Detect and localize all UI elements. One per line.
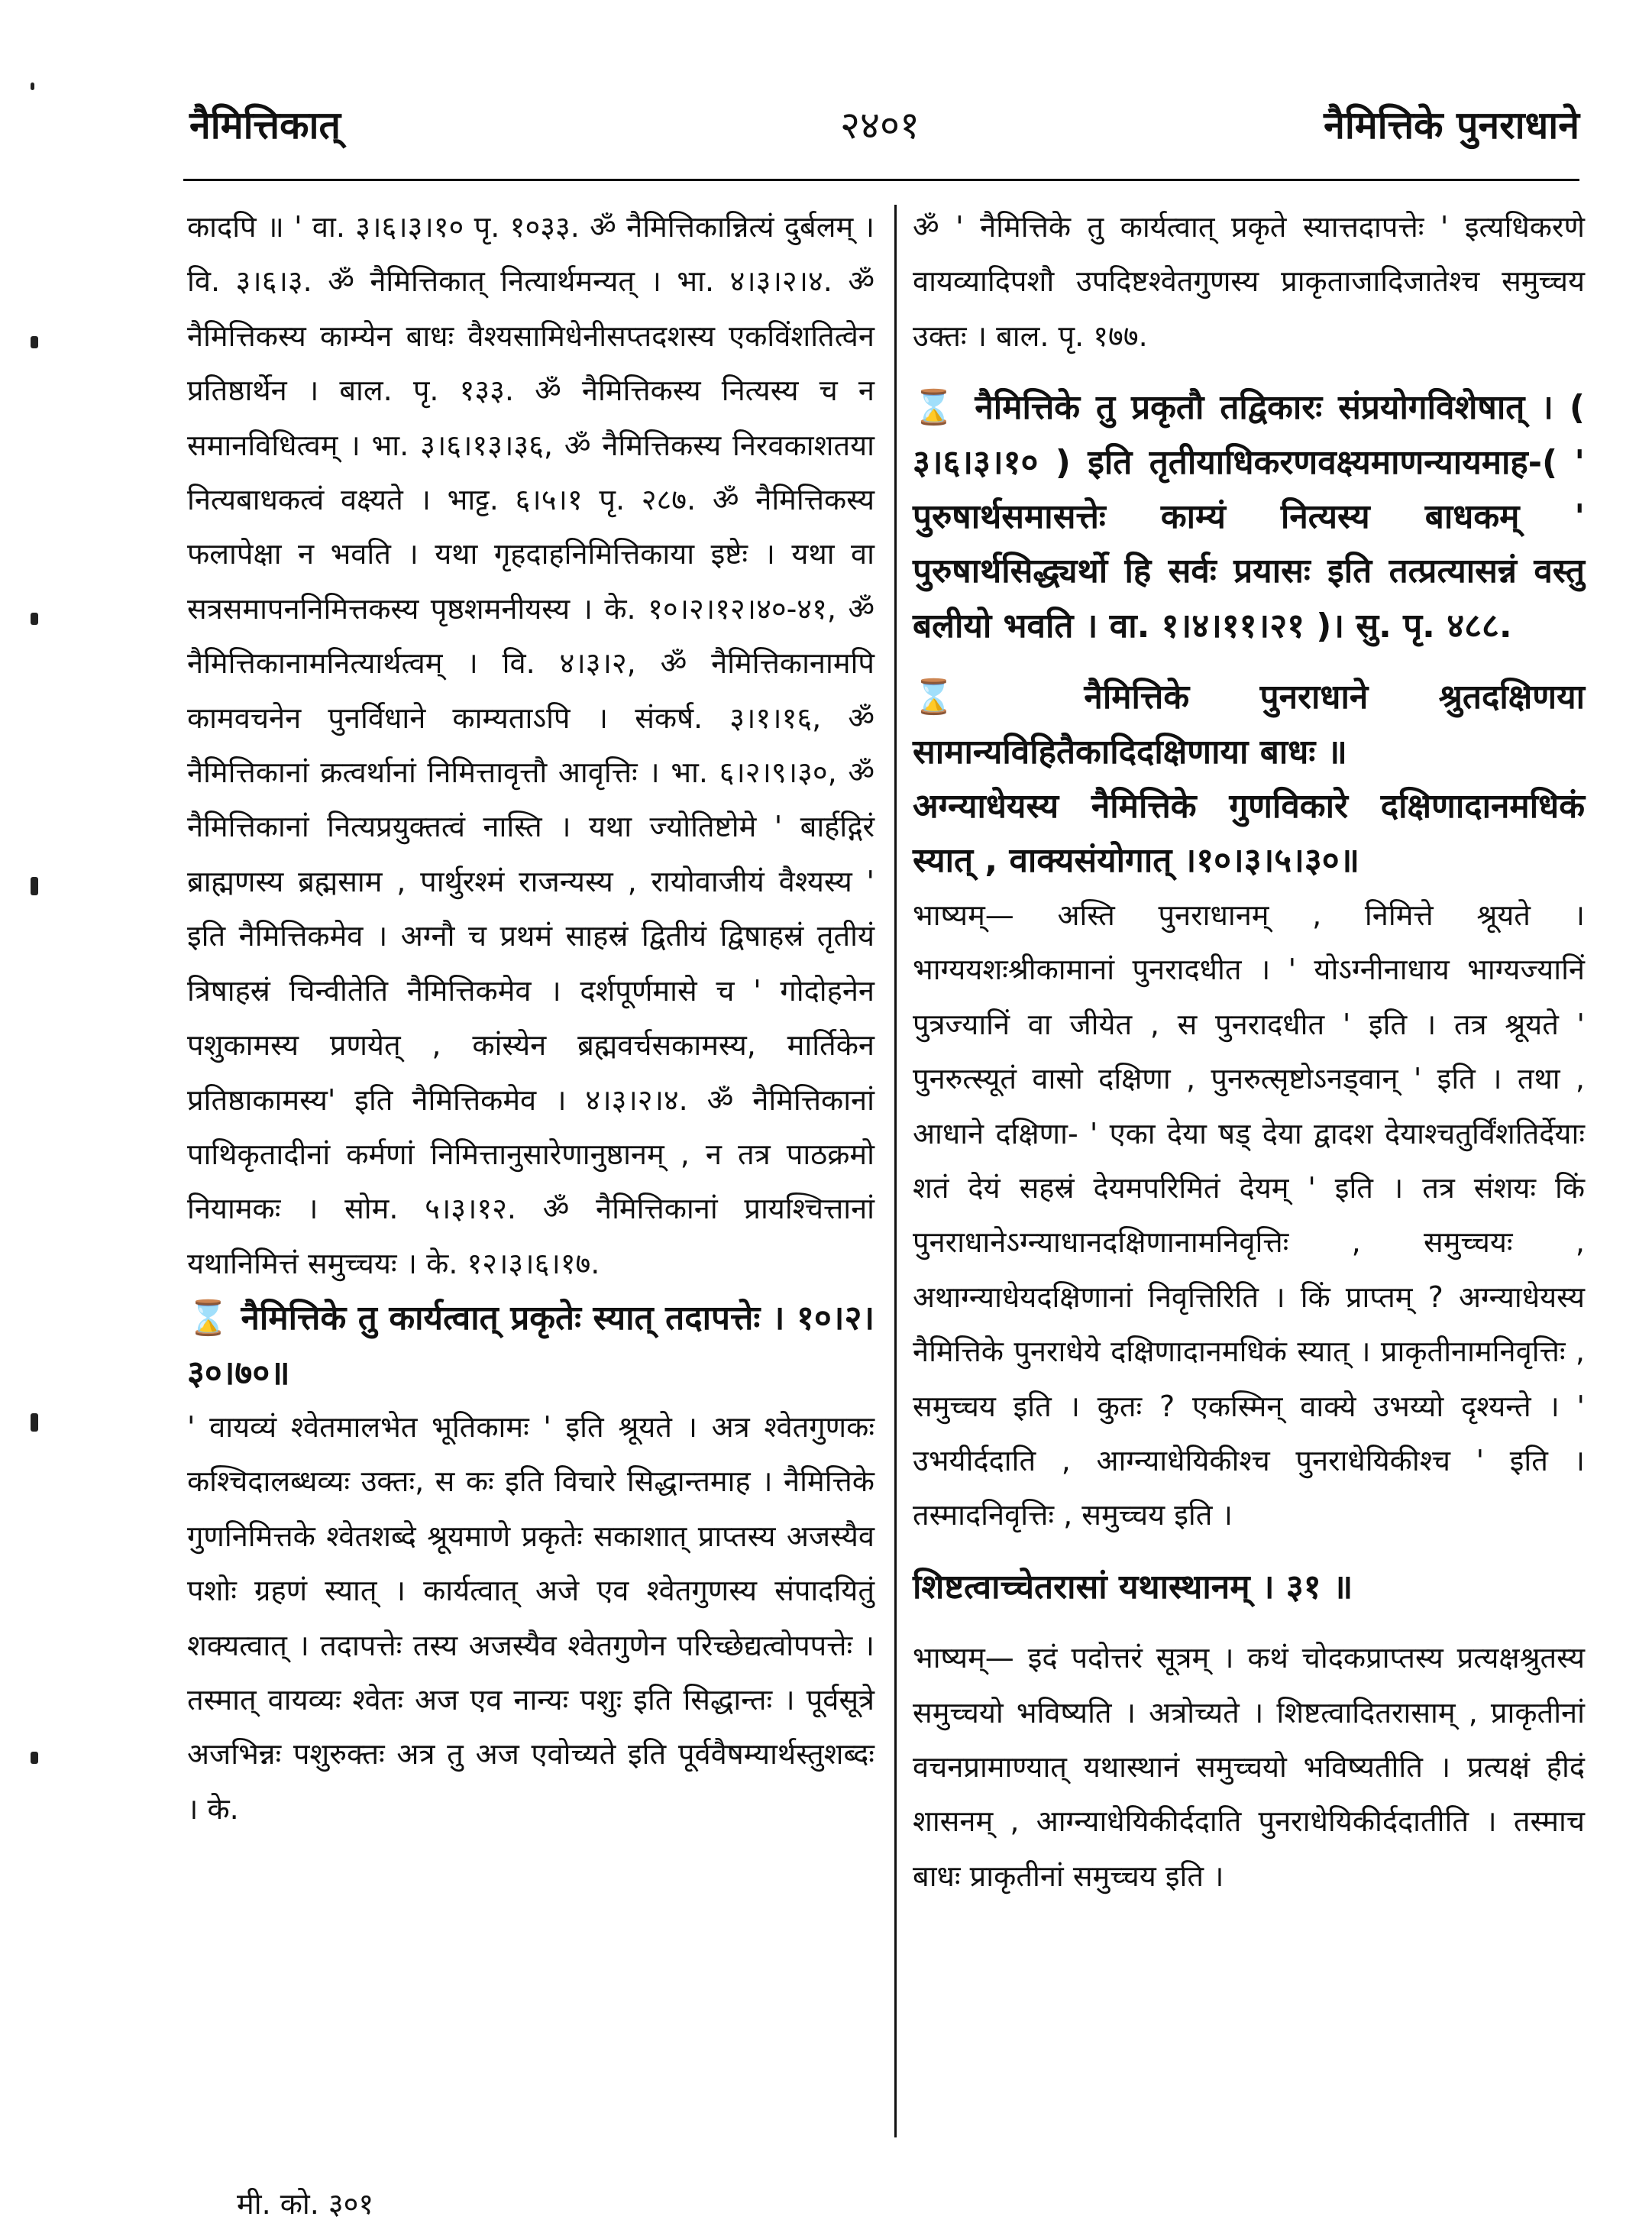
right-bhashya-2: भाष्यम्— इदं पदोत्तरं सूत्रम् । कथं चोदकप्राप्तस्य प्रत्यक्षश्रुतस्य समुच्चयो भविष्यति । अत्रोच्यते । शिष्टत्वादितरासाम् , प्राकृतीनां वचनप्रामाण्यात् यथास्थानं समुच्चयो भविष्यतीति । प्रत्यक्षं हीदं शासनम् , आग्न्याधेयिकीर्ददाति पुनराधेयिकीर्ददातीति । तस्माच बाधः प्राकृतीनां समुच्चय इति । — [913, 1641, 1585, 1893]
right-column — [913, 200, 1585, 1904]
margin-dot — [31, 83, 34, 90]
running-head-right: नैमित्तिके पुनराधाने — [1324, 103, 1579, 147]
margin-dot — [31, 877, 38, 895]
left-paragraph-references: कादपि ॥ ' वा. ३।६।३।१० पृ. १०३३. ॐ नैमित्तिकान्नित्यं दुर्बलम् । वि. ३।६।३. ॐ नैमित्तिकात् नित्यार्थमन्यत् । भा. ४।३।२।४. ॐ नैमित्तिकस्य काम्येन बाधः वैश्यसामिधेनीसप्तदशस्य एकविंशतित्वेन प्रतिष्ठार्थेन । बाल. पृ. १३३. ॐ नैमित्तिकस्य नित्यस्य च न समानविधित्वम् । भा. ३।६।१३।३६, ॐ नैमित्तिकस्य निरवकाशतया नित्यबाधकत्वं वक्ष्यते । भाट्ट. ६।५।१ पृ. २८७. ॐ नैमित्तिकस्य फलापेक्षा न भवति । यथा गृहदाहनिमित्तिकाया इष्टेः । यथा वा सत्रसमापननिमित्तकस्य पृष्ठशमनीयस्य । के. १०।२।१२।४०-४१, ॐ नैमित्तिकानामनित्यार्थत्वम् । वि. ४।३।२, ॐ नैमित्तिकानामपि कामवचनेन पुनर्विधाने काम्यताऽपि । संकर्ष. ३।१।१६, ॐ नैमित्तिकानां क्रत्वर्थानां निमित्तावृत्तौ आवृत्तिः । भा. ६।२।९।३०, ॐ नैमित्तिकानां नित्यप्रयुक्तत्वं नास्ति । यथा ज्योतिष्टोमे ' बार्हद्गिरं ब्राह्मणस्य ब्रह्मसाम , पार्थुरश्मं राजन्यस्य , रायोवाजीयं वैश्यस्य ' इति नैमित्तिकमेव । अग्नौ च प्रथमं साहस्रं द्वितीयं द्विषाहस्रं तृतीयं त्रिषाहस्रं चिन्वीतेति नैमित्तिकमेव । दर्शपूर्णमासे च ' गोदोहनेन पशुकामस्य प्रणयेत् , कांस्येन ब्रह्मवर्चसकामस्य, मार्तिकेन प्रतिष्ठाकामस्य' इति नैमित्तिकमेव । ४।३।२।४. ॐ नैमित्तिकानां पाथिकृतादीनां कर्मणां निमित्तानुसारेणानुष्ठानम् , न तत्र पाठक्रमो नियामकः । सोम. ५।३।१२. ॐ नैमित्तिकानां प्रायश्चित्तानां यथानिमित्तं समुच्चयः । के. १२।३।६।१७. — [187, 210, 874, 1280]
running-head-left: नैमित्तिकात् — [189, 103, 341, 147]
right-sutra-heading-1: ⌛ नैमित्तिके तु प्रकृतौ तद्विकारः संप्रयोगविशेषात् । ( ३।६।३।१० ) इति तृतीयाधिकरणवक्ष्यमाणन्यायमाह-( ' पुरुषार्थसमासत्तेः काम्यं नित्यस्य बाधकम् ' पुरुषार्थसिद्ध्यर्थो हि सर्वः प्रयासः इति तत्प्रत्यासन्नं वस्तु बलीयो भवति । वा. १।४।११।२१ )। सु. पृ. ४८८. — [913, 388, 1585, 646]
margin-dot — [31, 336, 38, 348]
left-column — [187, 200, 874, 1836]
page-footer-signature: मी. को. ३०१ — [237, 2187, 374, 2221]
header-rule — [183, 179, 1579, 181]
column-divider — [894, 205, 897, 2137]
margin-dot — [31, 1752, 38, 1764]
right-bhashya-1: भाष्यम्— अस्ति पुनराधानम् , निमित्ते श्रूयते । भाग्ययशःश्रीकामानां पुनरादधीत । ' योऽग्नीनाधाय भाग्यज्यानिं पुत्रज्यानिं वा जीयेत , स पुनरादधीत ' इति । तत्र श्रूयते ' पुनरुत्स्यूतं वासो दक्षिणा , पुनरुत्सृष्टोऽनड्वान् ' इति । तथा , आधाने दक्षिणा- ' एका देया षड् देया द्वादश देयाश्चतुर्विंशतिर्देयाः शतं देयं सहस्रं देयमपरिमितं देयम् ' इति । तत्र संशयः किं पुनराधानेऽग्न्याधानदक्षिणानामनिवृत्तिः , समुच्चयः , अथाग्न्याधेयदक्षिणानां निवृत्तिरिति । किं प्राप्तम् ? अग्न्याधेयस्य नैमित्तिके पुनराधेये दक्षिणादानमधिकं स्यात् । प्राकृतीनामनिवृत्तिः , समुच्चय इति । कुतः ? एकस्मिन् वाक्ये उभय्यो दृश्यन्ते । ' उभयीर्ददाति , आग्न्याधेयिकीश्च पुनराधेयिकीश्च ' इति । तस्मादनिवृत्तिः , समुच्चय इति । — [913, 898, 1585, 1532]
margin-dot — [31, 1413, 38, 1432]
left-paragraph-commentary: ' वायव्यं श्वेतमालभेत भूतिकामः ' इति श्रूयते । अत्र श्वेतगुणकः कश्चिदालब्धव्यः उक्तः, स कः इति विचारे सिद्धान्तमाह । नैमित्तिके गुणनिमित्तके श्वेतशब्दे श्रूयमाणे प्रकृतेः सकाशात् प्राप्तस्य अजस्यैव पशोः ग्रहणं स्यात् । कार्यत्वात् अजे एव श्वेतगुणस्य संपादयितुं शक्यत्वात् । तदापत्तेः तस्य अजस्यैव श्वेतगुणेन परिच्छेद्यत्वोपपत्तेः । तस्मात् वायव्यः श्वेतः अज एव नान्यः पशुः इति सिद्धान्तः । पूर्वसूत्रे अजभिन्नः पशुरुक्तः अत्र तु अज एवोच्यते इति पूर्ववैषम्यार्थस्तुशब्दः । के. — [187, 1409, 874, 1826]
page-header — [183, 98, 1579, 167]
page-number: २४०१ — [840, 103, 920, 147]
right-paragraph-intro: ॐ ' नैमित्तिके तु कार्यत्वात् प्रकृते स्यात्तदापत्तेः ' इत्यधिकरणे वायव्यादिपशौ उपदिष्टश्वेतगुणस्य प्राकृताजादिजातेश्च समुच्चय उक्तः । बाल. पृ. १७७. — [913, 210, 1585, 353]
right-sutra-31: शिष्टत्वाच्चेतरासां यथास्थानम् । ३१ ॥ — [913, 1567, 1353, 1607]
right-sutra-text: अग्न्याधेयस्य नैमित्तिके गुणविकारे दक्षिणादानमधिकं स्यात् , वाक्यसंयोगात् ।१०।३।५।३०॥ — [913, 787, 1585, 881]
margin-dot — [31, 613, 38, 625]
left-sutra-heading: ⌛ नैमित्तिके तु कार्यत्वात् प्रकृतेः स्यात् तदापत्तेः । १०।२।३०।७०॥ — [187, 1299, 874, 1393]
right-sutra-heading-2: ⌛ नैमित्तिके पुनराधाने श्रुतदक्षिणया सामान्यविहितैकादिदक्षिणाया बाधः ॥ — [913, 678, 1585, 772]
